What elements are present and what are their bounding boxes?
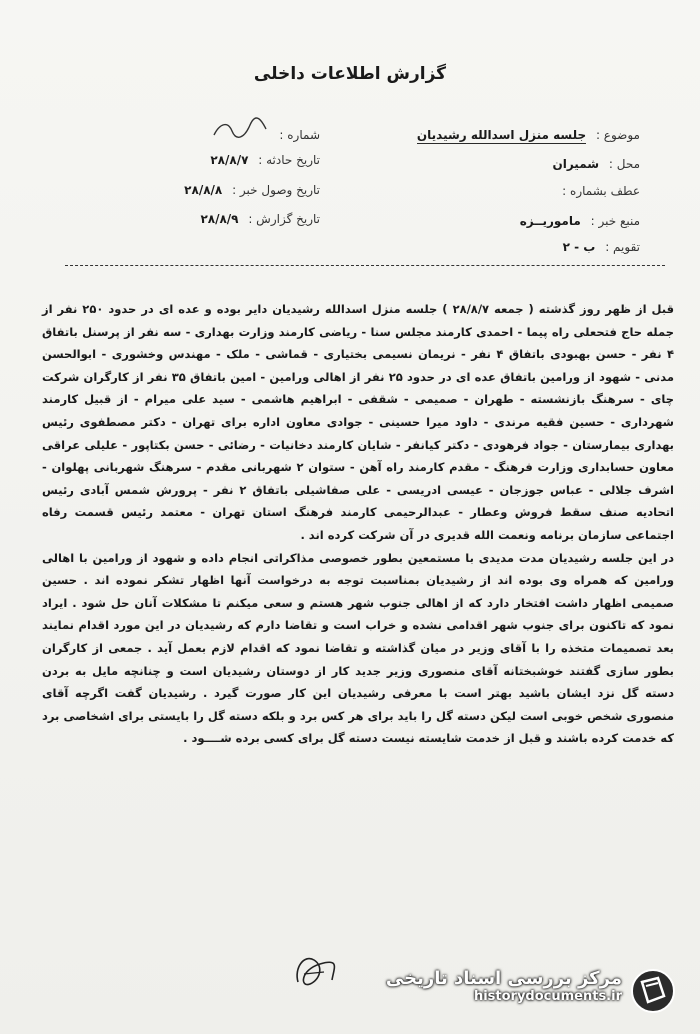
report-date-value: ۲۸/۸/۹	[200, 212, 239, 226]
subject-field	[417, 128, 640, 142]
place-field	[552, 157, 640, 171]
report-date-field	[200, 212, 320, 226]
number-label: شماره :	[279, 128, 320, 142]
subject-value: جلسه منزل اسدالله رشیدیان	[416, 128, 587, 142]
received-date-value: ۲۸/۸/۸	[184, 183, 223, 197]
event-date-value: ۲۸/۸/۷	[210, 153, 249, 167]
received-date-field	[184, 183, 320, 197]
document-title: گزارش اطلاعات داخلی	[253, 64, 447, 84]
ref-label: عطف بشماره :	[562, 184, 640, 198]
source-label: منبع خبر :	[590, 214, 640, 228]
archive-logo-icon	[628, 966, 678, 1016]
signature	[290, 946, 340, 991]
received-date-label: تاریخ وصول خبر :	[232, 183, 320, 197]
evaluation-field	[563, 240, 640, 254]
report-date-label: تاریخ گزارش :	[248, 212, 320, 226]
source-value: ماموریــزه	[519, 214, 581, 228]
watermark-title: مرکز بررسی اسناد تاریخی	[385, 968, 622, 989]
event-date-field	[210, 153, 320, 167]
ref-field	[562, 184, 640, 198]
place-label: محل :	[608, 157, 640, 171]
handwritten-mark	[210, 115, 270, 143]
paragraph-2: در این جلسه رشیدیان مدت مدیدی با مستمعین بطور خصوصی مذاکراتی انجام داده و شهود از ورامین با اهالی ورامین که همراه وی بوده اند از رشیدیان بمناسبت توجه به درخواست آنها اظهار تشکر نموده اند . حسین صمیمی اظهار داشت افتخار دارد که از اهالی جنوب شهر هستم و سعی میکنم تا مشکلات آنان حل شود . ایراد نمود که تاکنون برای جنوب شهر اقدامی نشده و خراب است و تقاضا دارم که رشیدیان در این مورد اقدام نمایند بعد تصمیمات متخذه را با آقای وزیر در میان گذاشته و تقاضا نمود که اقدام لازم بعمل آید . جمعی از کارگران بطور سازی گفتند خوشبختانه آقای منصوری وزیر جدید کار از دوستان رشیدیان است و چنانچه مایل به بردن دسته گل نزد ایشان باشید بهتر است با معرفی رشیدیان این کار صورت گیرد . رشیدیان گفت اگرچه آقای منصوری شخص خوبی است لیکن دسته گل را باید برای هر کس برد و بلکه دسته گل را بایستی برای اشخاصی برد که خدمت کرده باشند و قبل از خدمت شایسته نیست دسته گل برای کسی برده شــــود .	[42, 550, 674, 746]
paragraph-1: قبل از ظهر روز گذشته ( جمعه ۲۸/۸/۷ ) جلسه منزل اسدالله رشیدیان دایر بوده و عده ای در حدود ۲۵۰ نفر از جمله حاج فتحعلی راه پیما - احمدی کارمند مجلس سنا - ریاضی کارمند وزارت بهداری - سه نفر از پرسنل باتفاق ۴ نفر - حسن بهبودی باتفاق ۴ نفر - نریمان نسیمی بختیاری - قماشی - ملک - مهندس وخشوری - ابوالحسن مدنی - شهود از ورامین باتفاق عده ای در حدود ۲۵ نفر از اهالی ورامین - امین باتفاق ۳۵ نفر از کارگران شرکت چای - سرهنگ بازنشسته - طهران - صمیمی - شقفی - ابراهیم هاشمی - سید علی میرام - از قبیل کارمند شهرداری - حسین فقیه مرندی - داود میرا حسینی - جوادی معاون اداره برای تهران - دکتر مصطفوی رئیس بهداری بیمارستان - جواد فرهودی - دکتر کیانفر - شایان کارمند دخانیات - رضائی - حسن بکتاپور - علیلی عراقی معاون حسابداری وزارت فرهنگ - مقدم کارمند راه آهن - ستوان ۲ شهربانی مقدم - سرهنگ شهربانی پهلوان - اشرف جلالی - عباس جوزجان - عیسی ادریسی - علی صفاشیلی باتفاق ۲ نفر - پرورش شمس آبادی رئیس اتحادیه صنف سقط فروش وعطار - عبدالرحیمی کارمند فرهنگ استان تهران - معتمد رئیس قسمت رفاه اجتماعی سازمان برنامه ونعمت الله قدیری در آن شرکت کرده اند .	[42, 302, 675, 542]
source-field	[520, 214, 640, 228]
watermark	[386, 968, 622, 1004]
evaluation-value: ب - ۲	[562, 240, 596, 254]
place-value: شمیران	[552, 157, 600, 171]
number-field	[279, 128, 320, 142]
subject-label: موضوع :	[595, 128, 640, 142]
watermark-url: historydocuments.ir	[473, 989, 622, 1004]
header-separator	[65, 265, 665, 266]
report-body	[42, 298, 674, 750]
evaluation-label: تقویم :	[605, 240, 640, 254]
event-date-label: تاریخ حادثه :	[258, 153, 320, 167]
